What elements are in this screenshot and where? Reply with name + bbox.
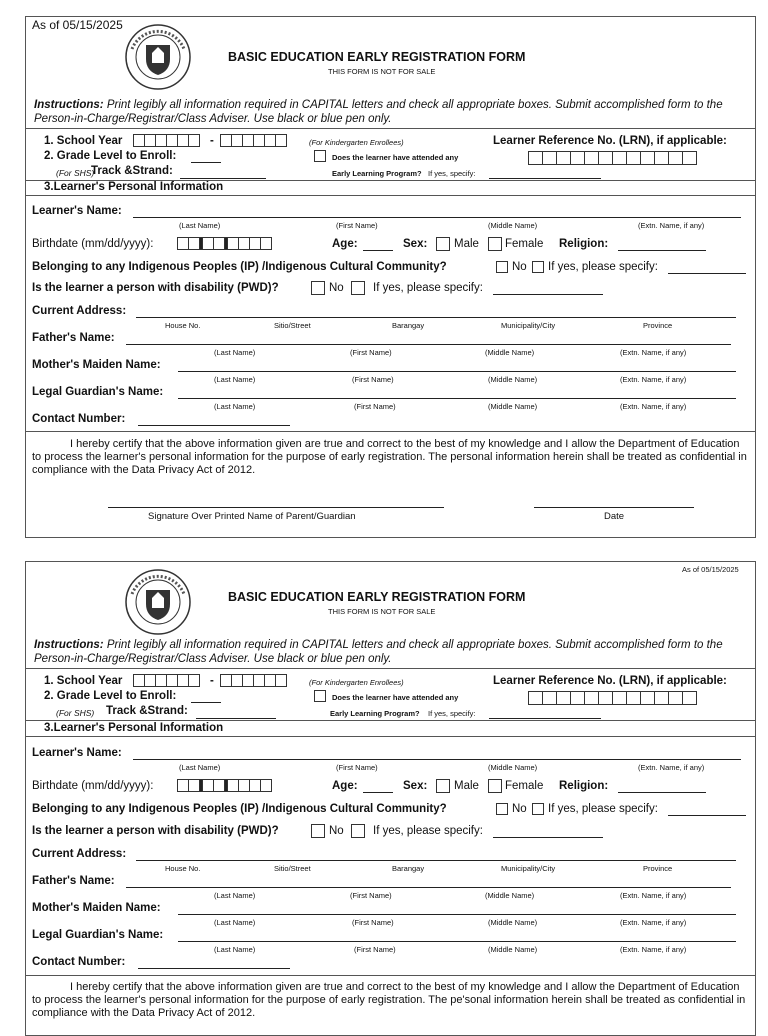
shs-note: (For SHS) (56, 168, 95, 178)
attended-label-2: Does the learner have attended any (332, 693, 459, 702)
guardian-extn-caption-2: (Extn. Name, if any) (620, 945, 687, 954)
instructions (34, 98, 747, 126)
school-year-dash: - (210, 135, 214, 147)
birthdate-boxes[interactable] (178, 237, 272, 250)
city-caption-2: Municipality/City (501, 864, 556, 873)
pwd-no-checkbox[interactable] (311, 281, 325, 295)
instructions-label-2: Instructions: (34, 639, 104, 651)
sex-label-2: Sex: (403, 780, 428, 792)
father-label: Father's Name: (32, 332, 115, 344)
ip-label-2: Belonging to any Indigenous Peoples (IP) /Indigenous Cultural Community? (32, 803, 447, 815)
birthdate-label-2: Birthdate (mm/dd/yyyy): (32, 780, 154, 792)
ip-label: Belonging to any Indigenous Peoples (IP) /Indigenous Cultural Community? (32, 261, 447, 273)
middle-name-caption: (Middle Name) (488, 221, 538, 230)
certification-body: I hereby certify that the above information given are true and correct to the best of my knowledge and I allow the Department of Education to process the learner's personal information for the purpose of early registration. The personal information herein shall be treated as confidential in compliance with the Data Privacy Act of 2012. (32, 438, 747, 476)
father-first-caption: (First Name) (350, 348, 392, 357)
guardian-middle-caption: (Middle Name) (488, 402, 538, 411)
early-program-specify-2: If yes, specify: (428, 709, 476, 718)
grade-level-label-2: 2. Grade Level to Enroll: (44, 690, 177, 702)
ip-no-label-2: No (512, 803, 527, 815)
form-subtitle: THIS FORM IS NOT FOR SALE (328, 67, 436, 76)
pwd-label: Is the learner a person with disability (PWD)? (32, 282, 279, 294)
middle-name-caption-2: (Middle Name) (488, 763, 538, 772)
ip-yes-checkbox[interactable] (532, 261, 544, 273)
father-middle-caption-2: (Middle Name) (485, 891, 535, 900)
male-label-2: Male (454, 780, 479, 792)
male-checkbox[interactable] (436, 237, 450, 251)
father-first-caption-2: (First Name) (350, 891, 392, 900)
lrn-boxes[interactable] (529, 151, 697, 165)
guardian-last-caption-2: (Last Name) (214, 945, 256, 954)
mother-first-caption: (First Name) (352, 375, 394, 384)
female-checkbox-2[interactable] (488, 779, 502, 793)
section3-title-2: 3.Learner's Personal Information (44, 722, 224, 734)
form-title-2: BASIC EDUCATION EARLY REGISTRATION FORM (228, 590, 526, 604)
lrn-boxes-2[interactable] (529, 691, 697, 705)
school-year-end-boxes-2[interactable] (221, 674, 287, 687)
pwd-label-2: Is the learner a person with disability (PWD)? (32, 825, 279, 837)
track-strand-label-2: Track &Strand: (106, 705, 188, 717)
extn-name-caption: (Extn. Name, if any) (638, 221, 705, 230)
certification-body-2: I hereby certify that the above information given are true and correct to the best of my knowledge and I allow the Department of Education to process the learner's personal information for the purpose of early registration. The pe'sonal information herein shall be treated as confidential in compliance with the Data Privacy Act of 2012. (32, 981, 746, 1019)
school-year-label: 1. School Year (44, 135, 123, 147)
mother-first-caption-2: (First Name) (352, 918, 394, 927)
school-year-start-boxes[interactable] (134, 134, 200, 147)
school-year-label-2: 1. School Year (44, 675, 123, 687)
kinder-note: (For Kindergarten Enrollees) (309, 138, 404, 147)
mother-extn-caption: (Extn. Name, if any) (620, 375, 687, 384)
instructions-2 (34, 638, 747, 666)
city-caption: Municipality/City (501, 321, 556, 330)
instructions-text-2: Print legibly all information required in CAPITAL letters and check all appropriate boxes. Submit accomplished form to the Person-in-Charge/Registrar/Class Adviser. Use black or blue pen only. (34, 639, 723, 665)
father-extn-caption: (Extn. Name, if any) (620, 348, 687, 357)
guardian-label: Legal Guardian's Name: (32, 386, 164, 398)
learner-name-label-2: Learner's Name: (32, 747, 122, 759)
house-no-caption-2: House No. (165, 864, 201, 873)
pwd-specify-label: If yes, please specify: (373, 282, 483, 294)
form-title: BASIC EDUCATION EARLY REGISTRATION FORM (228, 50, 526, 64)
ip-no-checkbox[interactable] (496, 261, 508, 273)
guardian-first-caption-2: (First Name) (354, 945, 396, 954)
pwd-no-label: No (329, 282, 344, 294)
guardian-first-caption: (First Name) (354, 402, 396, 411)
registration-form-2 (25, 561, 756, 1036)
last-name-caption: (Last Name) (179, 221, 221, 230)
female-checkbox[interactable] (488, 237, 502, 251)
school-year-start-boxes-2[interactable] (134, 674, 200, 687)
pwd-no-checkbox-2[interactable] (311, 824, 325, 838)
lrn-label-2: Learner Reference No. (LRN), if applicable: (493, 675, 727, 687)
extn-name-caption-2: (Extn. Name, if any) (638, 763, 705, 772)
mother-middle-caption-2: (Middle Name) (488, 918, 538, 927)
ip-specify-label-2: If yes, please specify: (548, 803, 658, 815)
mother-label: Mother's Maiden Name: (32, 359, 161, 371)
instructions-text: Print legibly all information required in CAPITAL letters and check all appropriate boxes. Submit accomplished form to the Person-in-Charge/Registrar/Class Adviser. Use black or blue pen only. (34, 99, 723, 125)
contact-label: Contact Number: (32, 413, 126, 425)
ip-no-label: No (512, 261, 527, 273)
deped-seal-icon (124, 23, 192, 91)
address-label: Current Address: (32, 305, 127, 317)
age-label-2: Age: (332, 780, 358, 792)
barangay-caption: Barangay (392, 321, 425, 330)
grade-level-label: 2. Grade Level to Enroll: (44, 150, 177, 162)
kinder-note-2: (For Kindergarten Enrollees) (309, 678, 404, 687)
birthdate-label: Birthdate (mm/dd/yyyy): (32, 238, 154, 250)
religion-label: Religion: (559, 238, 609, 250)
religion-label-2: Religion: (559, 780, 609, 792)
early-program-checkbox[interactable] (314, 150, 326, 162)
track-strand-label: Track &Strand: (91, 165, 173, 177)
barangay-caption-2: Barangay (392, 864, 425, 873)
female-label: Female (505, 238, 544, 250)
signature-label: Signature Over Printed Name of Parent/Guardian (148, 511, 356, 522)
mother-last-caption-2: (Last Name) (214, 918, 256, 927)
school-year-end-boxes[interactable] (221, 134, 287, 147)
guardian-last-caption: (Last Name) (214, 402, 256, 411)
ip-no-checkbox-2[interactable] (496, 803, 508, 815)
guardian-middle-caption-2: (Middle Name) (488, 945, 538, 954)
shs-note-2: (For SHS) (56, 708, 95, 718)
early-program-label: Early Learning Program? (332, 169, 422, 178)
male-checkbox-2[interactable] (436, 779, 450, 793)
province-caption-2: Province (643, 864, 673, 873)
school-year-dash-2: - (210, 675, 214, 687)
street-caption-2: Sitio/Street (274, 864, 311, 873)
mother-label-2: Mother's Maiden Name: (32, 902, 161, 914)
age-label: Age: (332, 238, 358, 250)
early-program-checkbox-2[interactable] (314, 690, 326, 702)
father-middle-caption: (Middle Name) (485, 348, 535, 357)
address-label-2: Current Address: (32, 848, 127, 860)
as-of-date: As of 05/15/2025 (32, 18, 123, 32)
male-label: Male (454, 238, 479, 250)
guardian-extn-caption: (Extn. Name, if any) (620, 402, 687, 411)
certification-text-2 (32, 981, 749, 1020)
contact-label-2: Contact Number: (32, 956, 126, 968)
section3-title: 3.Learner's Personal Information (44, 181, 224, 193)
registration-form-1 (25, 16, 756, 538)
early-program-label-2: Early Learning Program? (330, 709, 420, 718)
father-last-caption: (Last Name) (214, 348, 256, 357)
mother-extn-caption-2: (Extn. Name, if any) (620, 918, 687, 927)
as-of-date-2: As of 05/15/2025 (682, 565, 739, 574)
father-label-2: Father's Name: (32, 875, 115, 887)
street-caption: Sitio/Street (274, 321, 311, 330)
house-no-caption: House No. (165, 321, 201, 330)
pwd-no-label-2: No (329, 825, 344, 837)
mother-last-caption: (Last Name) (214, 375, 256, 384)
deped-seal-icon (124, 568, 192, 636)
first-name-caption-2: (First Name) (336, 763, 378, 772)
guardian-label-2: Legal Guardian's Name: (32, 929, 164, 941)
attended-label: Does the learner have attended any (332, 153, 459, 162)
female-label-2: Female (505, 780, 544, 792)
form-subtitle-2: THIS FORM IS NOT FOR SALE (328, 607, 436, 616)
instructions-label: Instructions: (34, 99, 104, 111)
lrn-label: Learner Reference No. (LRN), if applicable: (493, 135, 727, 147)
mother-middle-caption: (Middle Name) (488, 375, 538, 384)
sex-label: Sex: (403, 238, 428, 250)
ip-yes-checkbox-2[interactable] (532, 803, 544, 815)
province-caption: Province (643, 321, 673, 330)
birthdate-boxes-2[interactable] (178, 779, 272, 792)
first-name-caption: (First Name) (336, 221, 378, 230)
pwd-specify-label-2: If yes, please specify: (373, 825, 483, 837)
certification-text (32, 438, 749, 477)
pwd-yes-checkbox[interactable] (351, 281, 365, 295)
father-extn-caption-2: (Extn. Name, if any) (620, 891, 687, 900)
father-last-caption-2: (Last Name) (214, 891, 256, 900)
pwd-yes-checkbox-2[interactable] (351, 824, 365, 838)
last-name-caption-2: (Last Name) (179, 763, 221, 772)
date-label: Date (604, 511, 625, 522)
learner-name-label: Learner's Name: (32, 205, 122, 217)
early-program-specify: If yes, specify: (428, 169, 476, 178)
ip-specify-label: If yes, please specify: (548, 261, 658, 273)
